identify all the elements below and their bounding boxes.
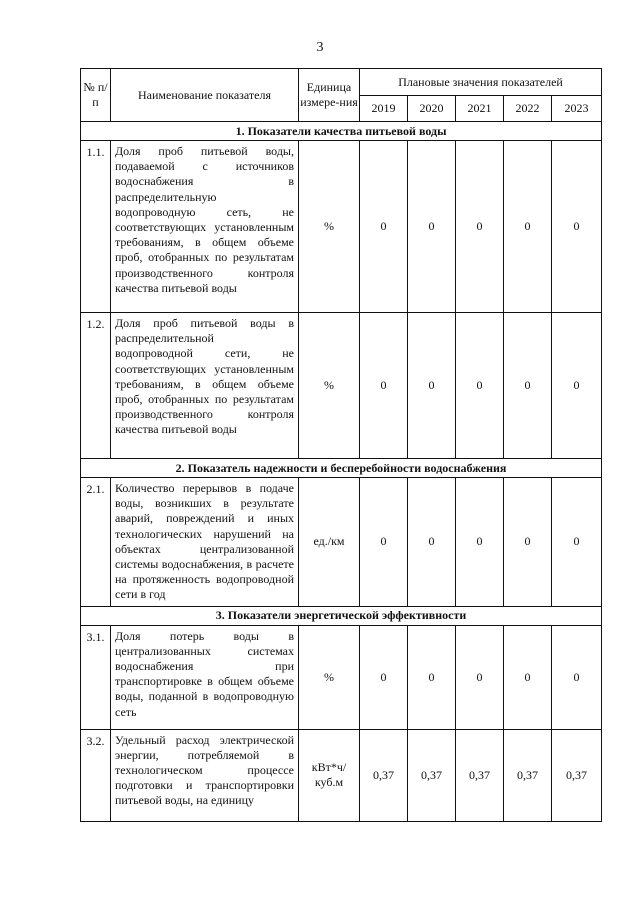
row-value: 0 — [360, 313, 408, 459]
section-title: 2. Показатель надежности и бесперебойности водоснабжения — [81, 459, 602, 478]
row-value: 0 — [552, 141, 602, 313]
header-planned: Плановые значения показателей — [360, 69, 602, 96]
row-value: 0 — [504, 478, 552, 607]
row-value: 0,37 — [408, 729, 456, 821]
row-value: 0 — [408, 625, 456, 729]
row-value: 0 — [456, 478, 504, 607]
header-name: Наименование показателя — [111, 69, 299, 122]
section-title: 3. Показатели энергетической эффективности — [81, 606, 602, 625]
row-value: 0 — [552, 478, 602, 607]
row-number: 1.2. — [81, 313, 111, 459]
row-value: 0 — [360, 625, 408, 729]
row-unit: ед./км — [299, 478, 360, 607]
header-year: 2021 — [456, 96, 504, 122]
table-header-row — [81, 69, 602, 96]
row-value: 0 — [408, 141, 456, 313]
row-value: 0 — [408, 313, 456, 459]
section-row — [81, 606, 602, 625]
header-year: 2019 — [360, 96, 408, 122]
row-name: Удельный расход электрической энергии, потребляемой в технологическом процессе подготовки и транспортировки питьевой воды, на единицу — [111, 729, 299, 821]
row-name: Доля потерь воды в централизованных системах водоснабжения при транспортировке в общем объеме воды, поданной в водопроводную сеть — [111, 625, 299, 729]
row-unit: % — [299, 625, 360, 729]
header-year: 2022 — [504, 96, 552, 122]
row-number: 3.1. — [81, 625, 111, 729]
row-value: 0,37 — [360, 729, 408, 821]
row-value: 0 — [360, 478, 408, 607]
header-year: 2020 — [408, 96, 456, 122]
row-value: 0 — [456, 625, 504, 729]
row-value: 0 — [504, 141, 552, 313]
row-name: Доля проб питьевой воды, подаваемой с источников водоснабжения в распределительную водопроводную сеть, не соответствующих установленным требованиям, в общем объеме проб, отобранных по результатам производственного контроля качества питьевой воды — [111, 141, 299, 313]
row-number: 3.2. — [81, 729, 111, 821]
row-unit: % — [299, 313, 360, 459]
table-row — [81, 625, 602, 729]
section-row — [81, 122, 602, 141]
row-value: 0 — [504, 313, 552, 459]
table-row — [81, 141, 602, 313]
row-value: 0 — [408, 478, 456, 607]
row-value: 0 — [552, 625, 602, 729]
indicators-table — [80, 68, 602, 822]
row-unit: % — [299, 141, 360, 313]
row-value: 0,37 — [504, 729, 552, 821]
row-name: Доля проб питьевой воды в распределительной водопроводной сети, не соответствующих установленным требованиям, в общем объеме проб, отобранных по результатам производственного контроля качества питьевой воды — [111, 313, 299, 459]
page-number: 3 — [316, 40, 324, 55]
row-value: 0 — [456, 141, 504, 313]
row-value: 0 — [360, 141, 408, 313]
header-unit: Единица измере-ния — [299, 69, 360, 122]
row-value: 0 — [552, 313, 602, 459]
row-unit: кВт*ч/ куб.м — [299, 729, 360, 821]
section-title: 1. Показатели качества питьевой воды — [81, 122, 602, 141]
header-year: 2023 — [552, 96, 602, 122]
row-number: 1.1. — [81, 141, 111, 313]
table-row — [81, 729, 602, 821]
row-value: 0 — [456, 313, 504, 459]
header-num: № п/п — [81, 69, 111, 122]
row-value: 0,37 — [552, 729, 602, 821]
section-row — [81, 459, 602, 478]
table-row — [81, 478, 602, 607]
row-value: 0,37 — [456, 729, 504, 821]
row-value: 0 — [504, 625, 552, 729]
row-number: 2.1. — [81, 478, 111, 607]
row-name: Количество перерывов в подаче воды, возникших в результате аварий, повреждений и иных технологических нарушений на объектах централизованной системы водоснабжения, в расчете на протяженность водопроводной сети в год — [111, 478, 299, 607]
table-row — [81, 313, 602, 459]
